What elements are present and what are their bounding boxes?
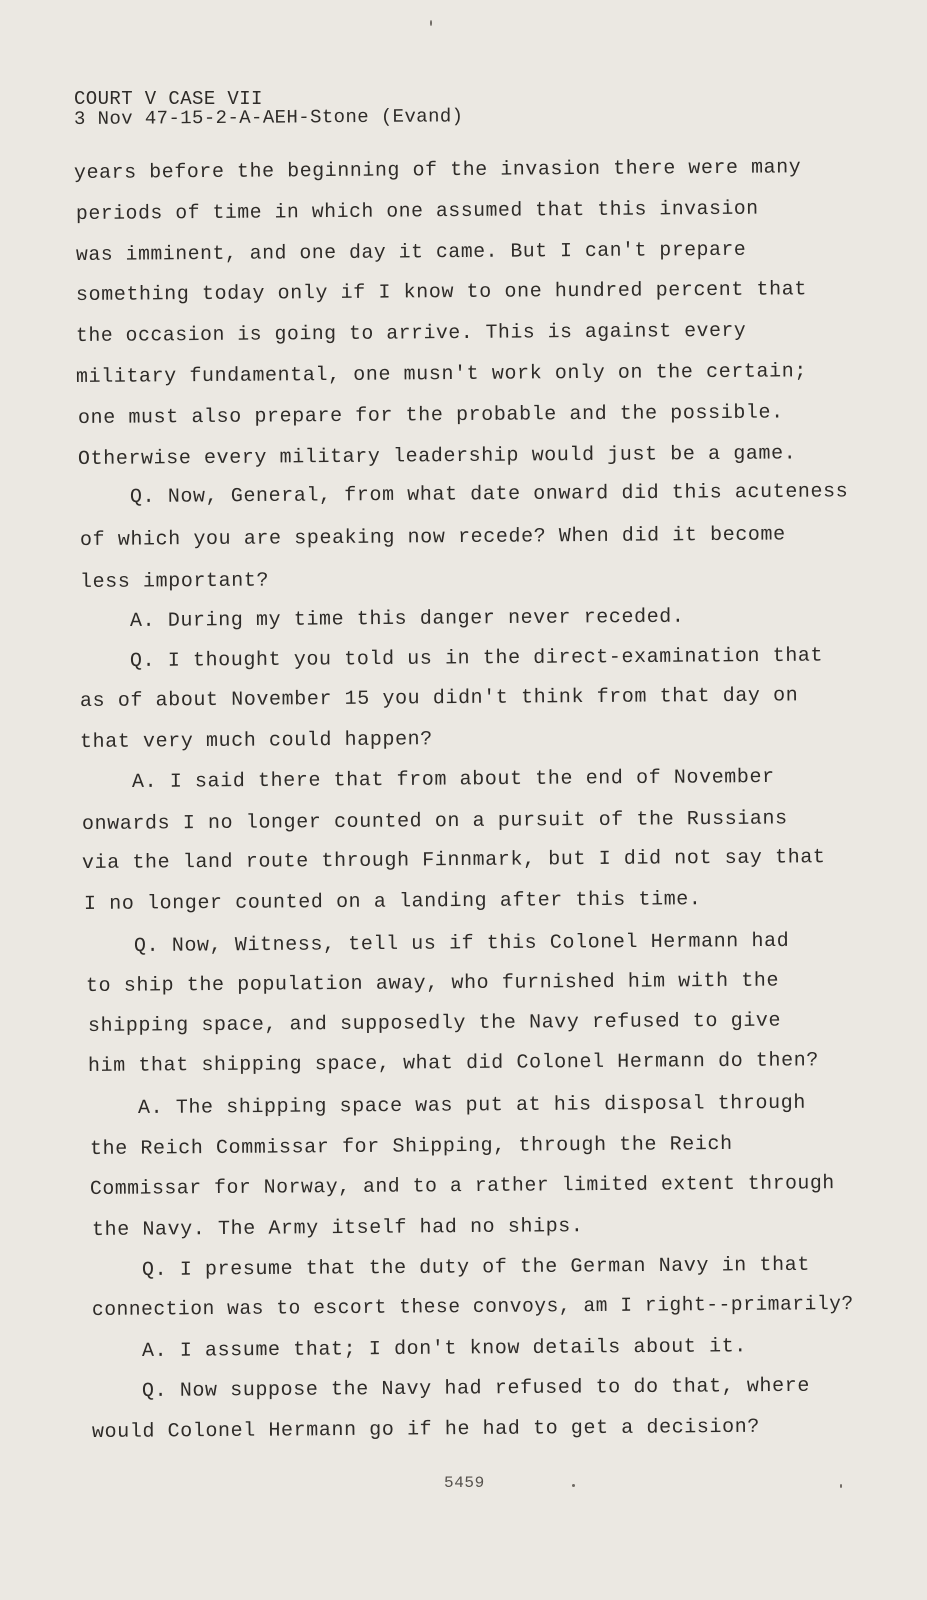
transcript-line: onwards I no longer counted on a pursuit of the Russians (81, 807, 788, 836)
transcript-line: shipping space, and supposedly the Navy refused to give (87, 1009, 782, 1038)
transcript-line: Commissar for Norway, and to a rather limited extent through (89, 1172, 835, 1201)
transcript-line: Q. Now, General, from what date onward did this acuteness (129, 480, 849, 509)
transcript-line: Otherwise every military leadership would just be a game. (77, 442, 797, 471)
transcript-line: connection was to escort these convoys, am I right--primarily? (91, 1293, 854, 1322)
transcript-line: A. The shipping space was put at his disposal through (137, 1091, 806, 1120)
transcript-line: Q. I presume that the duty of the German Navy in that (141, 1253, 810, 1282)
transcript-line: as of about November 15 you didn't think from that day on (79, 684, 799, 713)
transcript-line: something today only if I know to one hundred percent that (75, 278, 807, 307)
transcript-line: less important? (79, 569, 270, 594)
transcript-line: him that shipping space, what did Colonel Hermann do then? (87, 1049, 819, 1078)
case-header-line-1: COURT V CASE VII (74, 88, 263, 110)
paper-speck (572, 1484, 575, 1487)
transcript-line: Q. Now suppose the Navy had refused to do that, where (141, 1374, 810, 1403)
transcript-line: to ship the population away, who furnished him with the (85, 969, 780, 998)
transcript-line: was imminent, and one day it came. But I can't prepare (75, 238, 747, 267)
transcript-line: that very much could happen? (79, 728, 433, 754)
transcript-line: I no longer counted on a landing after this time. (83, 888, 702, 916)
transcript-line: A. I said there that from about the end of November (131, 765, 775, 794)
transcript-line: of which you are speaking now recede? When did it become (79, 523, 786, 552)
transcript-line: periods of time in which one assumed that this invasion (75, 197, 759, 226)
transcript-line: would Colonel Hermann go if he had to get a decision? (91, 1415, 760, 1444)
paper-speck (840, 1484, 842, 1488)
transcript-line: the Navy. The Army itself had no ships. (91, 1215, 584, 1242)
transcript-line: the occasion is going to arrive. This is against every (75, 319, 747, 348)
transcript-line: military fundamental, one musn't work only on the certain; (75, 360, 807, 389)
page-number: 5459 (444, 1474, 485, 1492)
case-header-line-2: 3 Nov 47-15-2-A-AEH-Stone (Evand) (73, 105, 464, 130)
transcript-line: one must also prepare for the probable and the possible. (77, 401, 784, 430)
paper-speck (430, 20, 432, 26)
transcript-line: Q. Now, Witness, tell us if this Colonel Hermann had (133, 929, 790, 958)
transcript-line: A. During my time this danger never receded. (129, 605, 685, 633)
transcript-line: A. I assume that; I don't know details about it. (141, 1335, 747, 1363)
transcript-line: Q. I thought you told us in the direct-examination that (129, 644, 824, 673)
transcript-line: via the land route through Finnmark, but I did not say that (81, 846, 826, 875)
transcript-line: the Reich Commissar for Shipping, through the Reich (89, 1132, 733, 1161)
transcript-line: years before the beginning of the invasion there were many (73, 156, 802, 185)
